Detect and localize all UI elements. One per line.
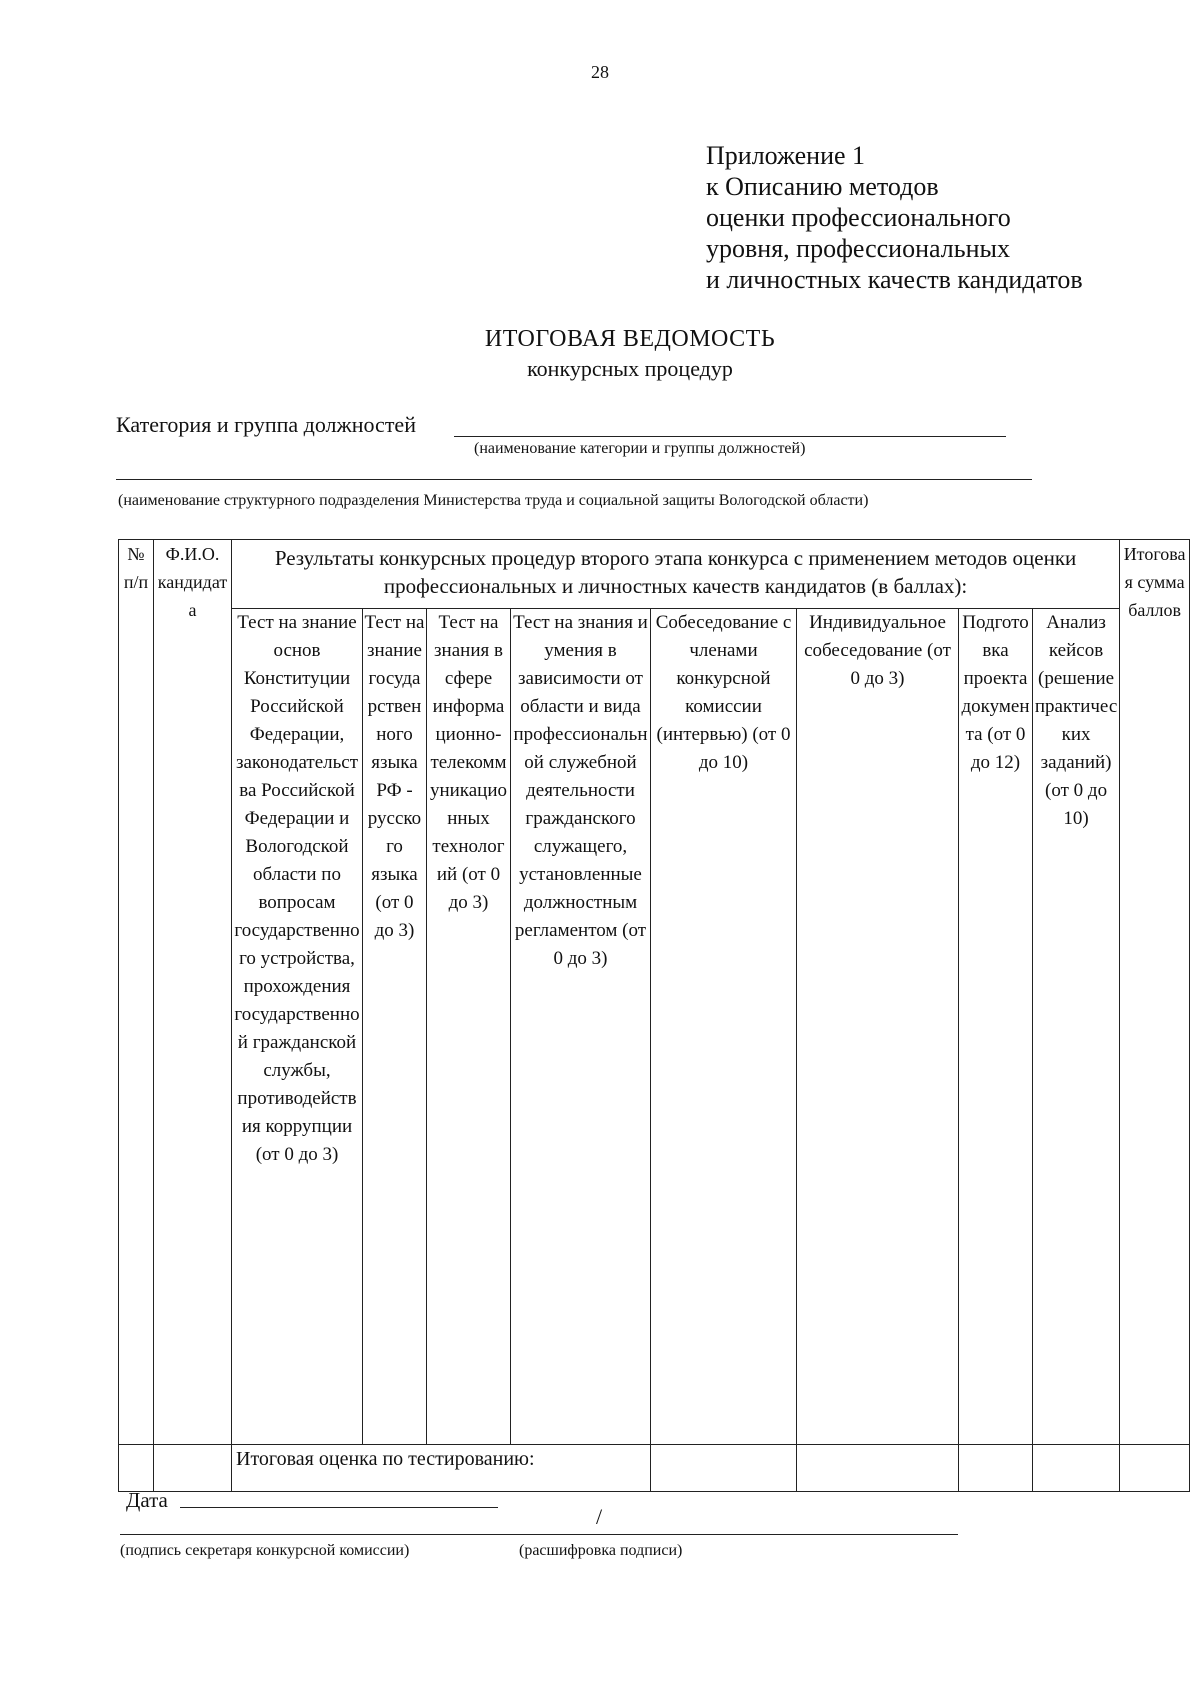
appendix-line: оценки профессионального <box>706 203 1011 232</box>
table-cell[interactable] <box>119 1445 154 1492</box>
decode-hint: (расшифровка подписи) <box>519 1542 683 1559</box>
subcol-ict-test: Тест на знания в сфере информационно-телекоммуникационных технологий (от 0 до 3) <box>427 609 511 1445</box>
subcol-commission-interview: Собеседование с членами конкурсной комиссии (интервью) (от 0 до 10) <box>651 609 797 1445</box>
table-row <box>119 1445 1190 1492</box>
department-hint: (наименование структурного подразделения Министерства труда и социальной защиты Вологодской области) <box>118 492 869 509</box>
appendix-line: и личностных качеств кандидатов <box>706 265 1083 294</box>
appendix-line: уровня, профессиональных <box>706 234 1010 263</box>
appendix-line: к Описанию методов <box>706 172 939 201</box>
col-total-header: Итоговая сумма баллов <box>1120 540 1190 1445</box>
table-cell[interactable] <box>1033 1445 1120 1492</box>
signature-fill-line[interactable] <box>120 1534 958 1535</box>
table-cell[interactable] <box>154 1445 232 1492</box>
appendix-block <box>706 140 1083 295</box>
subcol-constitution-test: Тест на знание основ Конституции Российской Федерации, законодательства Российской Федерации и Вологодской области по вопросам государственного устройства, прохождения государственной гражданской службы, противодействия коррупции (от 0 до 3) <box>232 609 363 1445</box>
date-fill-line[interactable] <box>180 1507 498 1508</box>
total-row-label: Итоговая оценка по тестированию: <box>232 1445 651 1492</box>
table-cell[interactable] <box>1120 1445 1190 1492</box>
department-fill-line <box>116 479 1032 480</box>
subcol-document-draft: Подготовка проекта документа (от 0 до 12) <box>959 609 1033 1445</box>
category-fill-line <box>454 436 1006 437</box>
subcol-russian-language-test: Тест на знание государственного языка РФ - русского языка (от 0 до 3) <box>363 609 427 1445</box>
date-label: Дата <box>126 1488 168 1512</box>
table-cell[interactable] <box>651 1445 797 1492</box>
category-label: Категория и группа должностей <box>116 412 416 437</box>
subcol-professional-test: Тест на знания и умения в зависимости от области и вида профессиональной служебной деятельности гражданского служащего, установленные должностным регламентом (от 0 до 3) <box>511 609 651 1445</box>
document-title: ИТОГОВАЯ ВЕДОМОСТЬ <box>484 326 776 352</box>
page-number: 28 <box>591 62 609 82</box>
document-subtitle: конкурсных процедур <box>527 356 733 381</box>
subcol-case-analysis: Анализ кейсов (решение практических заданий) (от 0 до 10) <box>1033 609 1120 1445</box>
subcol-individual-interview: Индивидуальное собеседование (от 0 до 3) <box>797 609 959 1445</box>
table-cell[interactable] <box>959 1445 1033 1492</box>
col-number-header: № п/п <box>119 540 154 1445</box>
signature-separator: / <box>596 1504 603 1529</box>
results-table <box>118 539 1190 1492</box>
signature-hint: (подпись секретаря конкурсной комиссии) <box>120 1542 410 1559</box>
appendix-line: Приложение 1 <box>706 141 866 170</box>
table-cell[interactable] <box>797 1445 959 1492</box>
category-hint: (наименование категории и группы должностей) <box>474 440 806 457</box>
results-header: Результаты конкурсных процедур второго этапа конкурса с применением методов оценки профессиональных и личностных качеств кандидатов (в баллах): <box>232 540 1120 609</box>
col-name-header: Ф.И.О. кандидата <box>154 540 232 1445</box>
